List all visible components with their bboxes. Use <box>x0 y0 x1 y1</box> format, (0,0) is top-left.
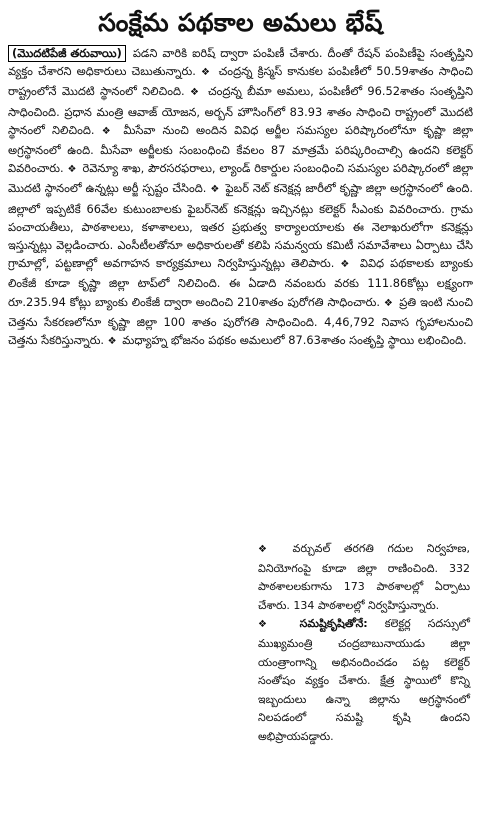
point-christmas: చంద్రన్న క్రిస్మస్ కానుకల పంపిణీలో 50.59శాతం సాధించి రాష్ట్రంలోనే మొదటి స్థానంలో నిలిచింది. <box>8 64 474 99</box>
point-bima-housing: చంద్రన్న బీమా అమలు, పంపిణీలో 96.52శాతం సంతృప్తిని సాధించింది. ప్రధాన మంత్రి ఆవాజ్ యోజన, అర్బన్ హౌసింగ్‌లో 83.93 శాతం సాధించి రాష్ట్రంలో మొదటి స్థానంలో నిలిచింది. <box>8 84 474 137</box>
point-fibernet: ఫైబర్ నెట్ కనెక్షన్ల జారీలో కృష్ణా జిల్లా అగ్రస్థానంలో ఉంది. జిల్లాలో ఇప్పటికే 66వేల కుటుంబాలకు ఫైబర్‌నెట్ కనెక్షన్లు ఇచ్చినట్లు కలెక్టర్ సీఎంకు వివరించారు. గ్రామ పంచాయతీలు, పాఠశాలలు, కళాశాలలు, ఇతర ప్రభుత్వ కార్యాలయాలకు ఈ నెలాఖరులోగా కనెక్షన్లు ఇస్తున్నట్లు వెల్లడించారు. ఎంసీటీలతోనూ అధికారులతో కలిపి సమన్వయ కమిటీ సమావేశాలు ఏర్పాటు చేసి గ్రామాల్లో, పట్టణాల్లో అవగాహన కార్యక్రమాలు నిర్వహిస్తున్నట్లు తెలిపారు. <box>8 181 474 271</box>
bullet-icon: ❖ <box>101 125 115 137</box>
bullet-icon: ❖ <box>107 336 117 348</box>
bullet-icon: ❖ <box>340 259 352 271</box>
point-garbage: ప్రతి ఇంటి నుంచి చెత్తను సేకరణలోనూ కృష్ణా జిల్లా 100 శాతం పురోగతి సాధించింది. 4,46,792 నివాస గృహాలనుంచి చెత్తను సేకరిస్తున్నారు. <box>8 294 473 348</box>
bullet-icon: ❖ <box>258 544 277 555</box>
point-meeseva: మీసేవా నుంచి అందిన వివిధ అర్జీల సమస్యల పరిష్కారంలోనూ కృష్ణా జిల్లా అగ్రస్థానంలో ఉంది. మీసేవా అర్జీలకు సంబంధించి కేవలం 87 మాత్రమే పరిష్కరించాల్సి ఉందని కలెక్టర్ వివరించారు. <box>8 122 473 176</box>
headline: సంక్షేమ పథకాల అమలు భేష్ <box>98 8 383 37</box>
continued-tag: (మొదటిపేజీ తరువాయి) <box>8 45 126 62</box>
bullet-icon: ❖ <box>210 184 220 196</box>
virtual-class-text: వర్చువల్ తరగతి గదుల నిర్వహణ, వినియోగంపై కూడా జిల్లా రాణించింది. 332 పాఠశాలలకుగాను 173 పాఠశాలల్లో ఏర్పాటు చేశారు. 134 పాఠశాలల్లో నిర్వహిస్తున్నారు. <box>258 542 470 612</box>
main-column-text <box>8 44 473 351</box>
bullet-icon: ❖ <box>383 297 394 309</box>
intro-paragraph: పడని వారికి ఐరిష్ ద్వారా పంపిణీ చేశారు. దీంతో రేషన్ పంపిణీపై సంతృప్తిని వ్యక్తం చేశారని అధికారులు చెబుతున్నారు. <box>8 46 473 79</box>
bullet-icon: ❖ <box>200 67 212 79</box>
point-bank-linkage: వివిధ పథకాలకు బ్యాంకు లింకేజీ కూడా కృష్ణా జిల్లా టాప్‌లో నిలిచింది. ఈ ఏడాది నవంబరు వరకు 111.86కోట్లు లక్ష్యంగా రూ.235.94 కోట్లు బ్యాంకు లింకేజీ ద్వారా అందించి 210శాతం పురోగతి సాధించారు. <box>8 256 474 309</box>
bullet-icon: ❖ <box>67 164 77 176</box>
point-revenue: రెవెన్యూ శాఖ, పౌరసరఫరాలు, ల్యాండ్ రికార్డుల సంబంధించి సమస్యల పరిష్కారంలో జిల్లా మొదటి స్థానంలో ఉన్నట్లు అర్జీ స్పష్టం చేసింది. <box>8 161 474 196</box>
side-paragraph-collective-effort <box>258 615 470 746</box>
side-column <box>258 540 470 747</box>
collective-effort-text: కలెక్టర్ల సదస్సులో ముఖ్యమంత్రి చంద్రబాబునాయుడు జిల్లా యంత్రాంగాన్ని అభినందించడం పట్ల కలెక్టర్ సంతోషం వ్యక్తం చేశారు. క్షేత్ర స్థాయిలో కొన్ని ఇబ్బందులు ఉన్నా జిల్లాను అగ్రస్థానంలో నిలపడంలో సమష్టి కృషి ఉందని అభిప్రాయపడ్డారు. <box>258 617 471 743</box>
bullet-icon: ❖ <box>189 87 201 99</box>
bullet-icon: ❖ <box>258 619 281 631</box>
subheading: సమష్టికృషితోనే: <box>299 617 368 631</box>
side-paragraph-virtual-class <box>258 540 470 615</box>
point-midday-meal: మధ్యాహ్న భోజనం పథకం అమలులో 87.63శాతం సంతృప్తి స్థాయి లభించింది. <box>122 333 467 348</box>
